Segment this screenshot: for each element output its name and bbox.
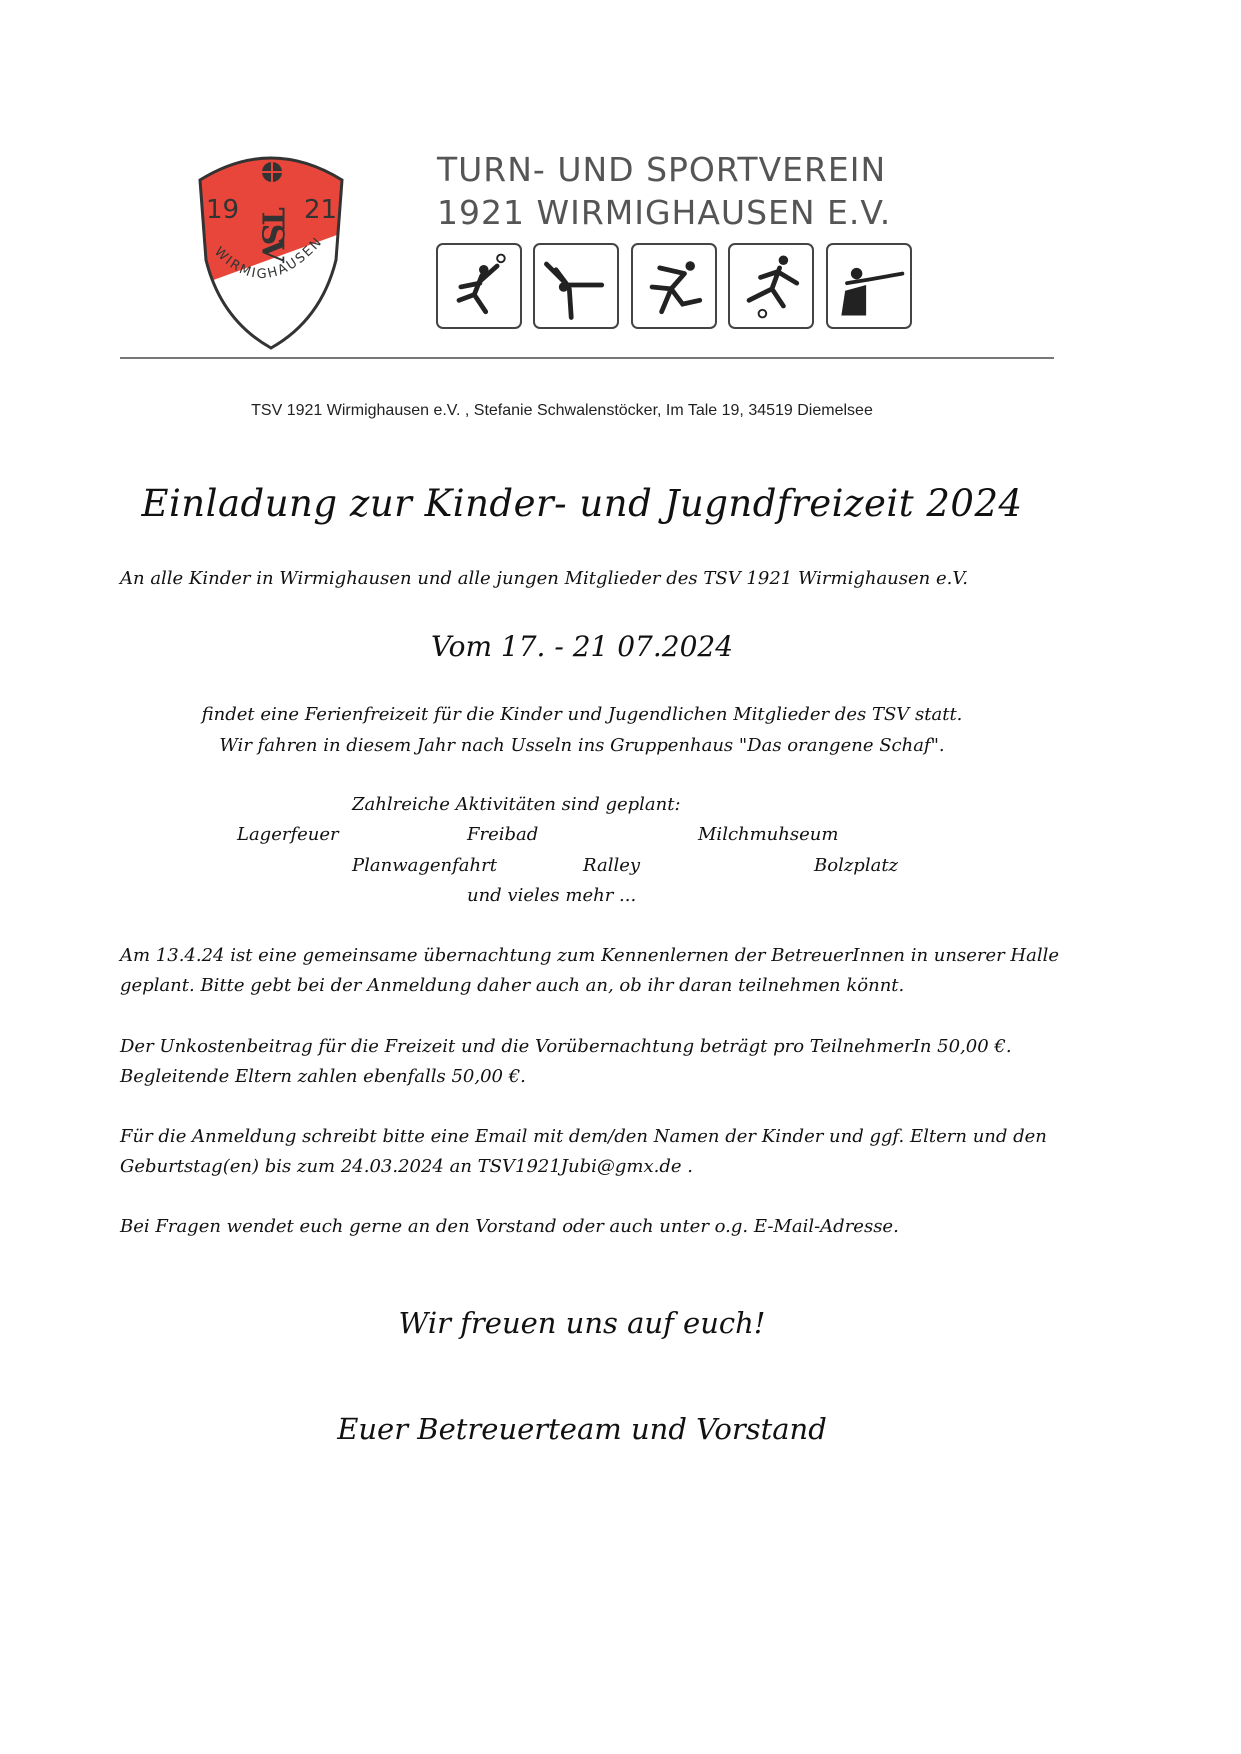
date-range: Vom 17. - 21 07.2024 — [430, 630, 734, 663]
logo-year-left: 19 — [206, 195, 240, 225]
running-icon — [631, 243, 717, 329]
cost-text-2: Begleitende Eltern zahlen ebenfalls 50,00 €. — [120, 1066, 526, 1087]
activity-item: Lagerfeuer — [237, 824, 339, 845]
overnight-text-2: geplant. Bitte gebt bei der Anmeldung daher auch an, ob ihr daran teilnehmen könnt. — [120, 975, 905, 996]
intro-line-1: findet eine Ferienfreizeit für die Kinder und Jugendlichen Mitglieder des TSV statt. — [201, 704, 963, 725]
activities-heading: Zahlreiche Aktivitäten sind geplant: — [352, 794, 681, 815]
handball-icon — [436, 243, 522, 329]
logo-year-right: 21 — [304, 195, 338, 225]
salutation: An alle Kinder in Wirmighausen und alle jungen Mitglieder des TSV 1921 Wirmighausen e.V. — [120, 568, 968, 589]
football-icon — [728, 243, 814, 329]
closing-greeting: Wir freuen uns auf euch! — [398, 1306, 766, 1340]
club-logo — [186, 140, 356, 350]
activity-item: Freibad — [467, 824, 539, 845]
page-title: Einladung zur Kinder- und Jugndfreizeit 2024 — [141, 482, 1023, 525]
cost-text-1: Der Unkostenbeitrag für die Freizeit und die Vorübernachtung beträgt pro TeilnehmerIn 50,00 €. — [120, 1036, 1012, 1057]
signup-text-1: Für die Anmeldung schreibt bitte eine Email mit dem/den Namen der Kinder und ggf. Eltern und den — [120, 1126, 1047, 1147]
questions-text: Bei Fragen wendet euch gerne an den Vorstand oder auch unter o.g. E-Mail-Adresse. — [120, 1216, 899, 1237]
gymnastics-icon — [533, 243, 619, 329]
logo-letters: TSV — [254, 207, 290, 257]
intro-line-2: Wir fahren in diesem Jahr nach Usseln ins Gruppenhaus "Das orangene Schaf". — [219, 735, 945, 756]
shooting-icon — [826, 243, 912, 329]
signup-text-2: Geburtstag(en) bis zum 24.03.2024 an TSV1921Jubi@gmx.de . — [120, 1156, 693, 1177]
club-name-line2: 1921 WIRMIGHAUSEN E.V. — [437, 193, 892, 232]
logo-town: WIRMIGHAUSEN — [211, 234, 326, 282]
header-divider — [120, 357, 1054, 359]
activity-item: Bolzplatz — [814, 855, 899, 876]
activities-more: und vieles mehr ... — [467, 885, 637, 906]
club-name-line1: TURN- UND SPORTVEREIN — [437, 150, 887, 189]
closing-signature: Euer Betreuerteam und Vorstand — [337, 1412, 827, 1446]
activity-item: Milchmuhseum — [698, 824, 839, 845]
overnight-text-1: Am 13.4.24 ist eine gemeinsame übernachtung zum Kennenlernen der BetreuerInnen in unserer Halle — [120, 945, 1060, 966]
activity-item: Planwagenfahrt — [352, 855, 497, 876]
sender-address: TSV 1921 Wirmighausen e.V. , Stefanie Schwalenstöcker, Im Tale 19, 34519 Diemelsee — [251, 402, 873, 419]
activity-item: Ralley — [583, 855, 641, 876]
